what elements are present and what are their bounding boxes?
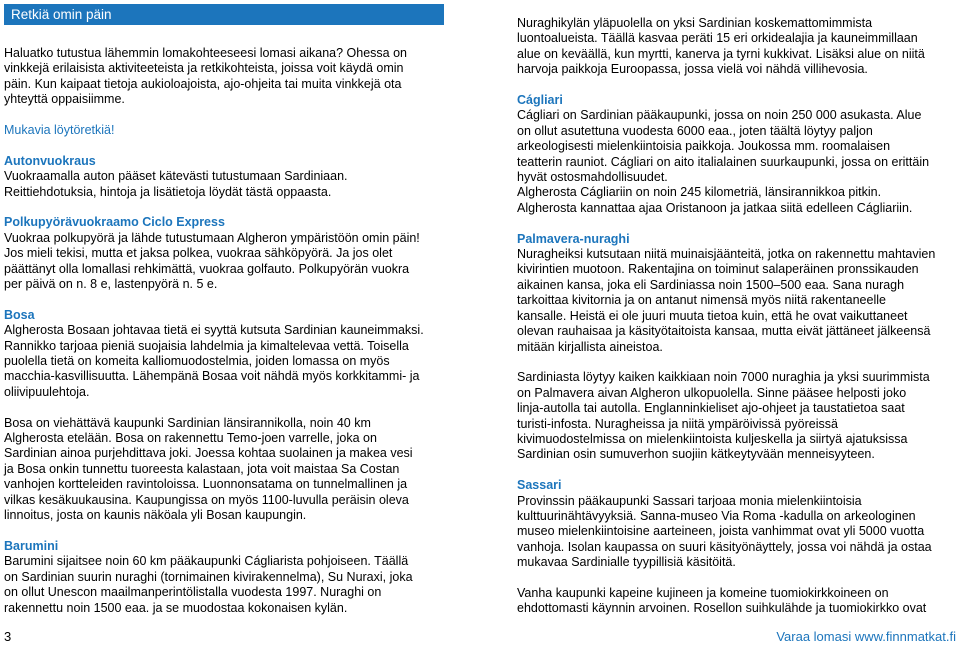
nuraghi-village-text bbox=[517, 16, 957, 78]
text-line: vanhoja. Isolan kaupassa on suuri käsityönäyttely, jossa voi nähdä ja ostaa bbox=[517, 539, 932, 554]
text-line: kivirintien muotoon. Rakentajina on toiminut salaperäinen pronssikauden bbox=[517, 262, 919, 277]
section-banner: Retkiä omin päin bbox=[4, 4, 444, 25]
text-line: olevan rauhaisaa ja käsityötaitoista kansaa, mutta eivät jättäneet jälkeensä bbox=[517, 324, 931, 339]
sassari-text-1 bbox=[517, 494, 957, 571]
text-line: Barumini sijaitsee noin 60 km pääkaupunki Cágliarista pohjoiseen. Täällä bbox=[4, 554, 409, 569]
text-line: Sardinian ainoa purjehdittava joki. Joessa kohtaa suolainen ja makea vesi bbox=[4, 446, 413, 461]
text-line: luontoalueista. Täällä kasvaa peräti 15 eri orkidealajia ja kauneimmillaan bbox=[517, 31, 918, 46]
sassari-text-2 bbox=[517, 586, 957, 617]
bosa-text-1 bbox=[4, 323, 444, 400]
text-line: kivimuodostelmissa on mielenkiintoista kuljeskella ja siirtyä ajatuksissa bbox=[517, 431, 908, 446]
text-line: ehdottomasti käynnin arvoinen. Rosellon suihkulähde ja tuomiokirkko ovat bbox=[517, 601, 927, 616]
text-line: mukavaa Sardinialle tyypillisiä käsitöitä. bbox=[517, 555, 736, 570]
text-line: on ollut asutettuna vuodesta 6000 eaa., joten täältä löytyy paljon bbox=[517, 123, 873, 138]
bike-rental-text bbox=[4, 231, 444, 293]
bosa-heading: Bosa bbox=[4, 307, 35, 322]
car-rental-heading: Autonvuokraus bbox=[4, 153, 96, 168]
text-line: mitään kirjallista aineistoa. bbox=[517, 339, 663, 354]
text-line: Vuokraa polkupyörä ja lähde tutustumaan Algheron ympäristöön omin päin! bbox=[4, 230, 420, 245]
text-line: vinkkejä erilaisista aktiviteeteista ja retkikohteista, joissa voit käydä omin bbox=[4, 61, 404, 76]
text-line: Vuokraamalla auton pääset kätevästi tutustumaan Sardiniaan. bbox=[4, 169, 348, 184]
palmavera-heading: Palmavera-nuraghi bbox=[517, 231, 630, 246]
text-line: Algherosta Bosaan johtavaa tietä ei syyttä kutsuta Sardinian kauneimmaksi. bbox=[4, 323, 424, 338]
text-line: kansalle. Heistä ei ole juuri muuta tietoa kuin, että he ovat vaikuttaneet bbox=[517, 308, 908, 323]
text-line: macchia-kasvillisuutta. Lähempänä Bosaa voit nähdä myös korkkitammi- ja bbox=[4, 369, 420, 384]
bike-rental-heading: Polkupyörävuokraamo Ciclo Express bbox=[4, 215, 225, 230]
text-line: per päivä on n. 8 e, lastenpyörä n. 5 e. bbox=[4, 277, 218, 292]
palmavera-text-2 bbox=[517, 370, 957, 462]
barumini-text bbox=[4, 554, 444, 616]
text-line: Nuragheiksi kutsutaan niitä muinaisjäänteitä, jotka on rakennettu mahtavien bbox=[517, 247, 936, 262]
text-line: linnoitus, josta on kaunis näköala yli Bosan kaupungin. bbox=[4, 508, 307, 523]
text-line: alue on keväällä, kun myrtti, kanerva ja tyrni kukkivat. Lisäksi alue on niitä bbox=[517, 46, 925, 61]
cagliari-text bbox=[517, 108, 957, 216]
text-line: Bosa on viehättävä kaupunki Sardinian länsirannikolla, noin 40 km bbox=[4, 415, 371, 430]
text-line: Cágliari on Sardinian pääkaupunki, jossa on noin 250 000 asukasta. Alue bbox=[517, 108, 922, 123]
text-line: Sardiniasta löytyy kaiken kaikkiaan noin 7000 nuraghia ja yksi suurimmista bbox=[517, 370, 930, 385]
text-line: Algherosta etelään. Bosa on rakennettu Temo-joen varrelle, joka on bbox=[4, 431, 377, 446]
text-line: harvoja paikkoja Euroopassa, jossa vielä voi nähdä villihevosia. bbox=[517, 62, 868, 77]
text-line: päin. Kun kaipaat tietoja aukioloajoista, ajo-ohjeita tai muita vinkkejä ota bbox=[4, 76, 402, 91]
text-line: Jos mieli tekisi, mutta et jaksa polkea, vuokraa sähköpyörä. Ja jos olet bbox=[4, 246, 393, 261]
text-line: Reittiehdotuksia, hintoja ja lisätietoja löydät tästä oppaasta. bbox=[4, 184, 332, 199]
bosa-text-2 bbox=[4, 416, 444, 524]
text-line: linja-autolla tai autolla. Englanninkieliset ajo-ohjeet ja taustatietoa saat bbox=[517, 401, 905, 416]
text-line: tarkoittaa kivitornia ja on antanut nimensä myös niitä rakentaneelle bbox=[517, 293, 886, 308]
text-line: ja Bosa onkin tunnettu tuoreesta kalastaan, jota voit maistaa Sa Costan bbox=[4, 461, 400, 476]
text-line: päättänyt olla lomallasi rehkimättä, vuokraa golfauto. Polkupyörän vuokra bbox=[4, 261, 410, 276]
text-line: arkeologisesti mielenkiintoisia paikkoja. Joukossa mm. roomalaisen bbox=[517, 139, 891, 154]
text-line: vanhojen kortteleiden ravintoloissa. Luonnonsatama on tunnelmallinen ja bbox=[4, 477, 408, 492]
text-line: oliivipuulehtoja. bbox=[4, 384, 90, 399]
text-line: museo mielenkiintoisine aarteineen, joista vanhimmat ovat yli 5000 vuotta bbox=[517, 524, 925, 539]
text-line: rakennettu noin 1500 eaa. ja se muodostaa kokonaisen kylän. bbox=[4, 600, 348, 615]
sassari-heading: Sassari bbox=[517, 478, 562, 493]
tagline: Mukavia löytöretkiä! bbox=[4, 123, 115, 138]
text-line: turisti-infosta. Nuragheissa ja niitä ympäröivissä pyöreissä bbox=[517, 416, 838, 431]
text-line: Haluatko tutustua lähemmin lomakohteeseesi lomasi aikana? Ohessa on bbox=[4, 46, 408, 60]
text-line: vilkas kesäkuukausina. Kaupungissa on myös 1100-luvulla peräisin oleva bbox=[4, 492, 409, 507]
booking-link[interactable]: Varaa lomasi www.finnmatkat.fi bbox=[776, 629, 956, 644]
text-line: kulttuurinähtävyyksiä. Sanna-museo Via Roma -kadulla on arkeologinen bbox=[517, 508, 916, 523]
text-line: Algherosta kannattaa ajaa Oristanoon ja jatkaa siitä edelleen Cágliariin. bbox=[517, 200, 913, 215]
text-line: Nuraghikylän yläpuolella on yksi Sardinian koskemattomimmista bbox=[517, 16, 873, 30]
text-line: hyvät ostosmahdollisuudet. bbox=[517, 170, 668, 185]
text-line: on ollut Unescon maailmanperintölistalla vuodesta 1997. Nuraghi on bbox=[4, 585, 382, 600]
palmavera-text-1 bbox=[517, 247, 957, 355]
text-line: puolella tietä on komeita kalliomuodostelmia, joiden lomassa on myös bbox=[4, 354, 390, 369]
text-line: teatterin rauniot. Cágliari on aito italialainen suurkaupunki, jossa on erittäin bbox=[517, 154, 930, 169]
left-column bbox=[4, 0, 444, 616]
cagliari-heading: Cágliari bbox=[517, 93, 563, 108]
text-line: yhteyttä oppaisiimme. bbox=[4, 92, 125, 107]
text-line: on Sardinian suurin nuraghi (tornimainen kivirakennelma), Su Nuraxi, joka bbox=[4, 569, 413, 584]
text-line: Sardinian osin sumuverhon suojiin kätkeytyvään menneisyyteen. bbox=[517, 447, 875, 462]
page-number: 3 bbox=[4, 629, 12, 644]
intro-paragraph bbox=[4, 46, 444, 108]
car-rental-text bbox=[4, 169, 444, 200]
text-line: on Palmavera aivan Algheron ulkopuolella. Sinne pääsee helposti joko bbox=[517, 385, 907, 400]
text-line: Algherosta Cágliariin on noin 245 kilometriä, länsirannikkoa pitkin. bbox=[517, 185, 882, 200]
text-line: Rannikko tarjoaa pieniä suojaisia lahdelmia ja kimaltelevaa vettä. Toisella bbox=[4, 338, 409, 353]
right-column bbox=[517, 16, 957, 617]
text-line: Provinssin pääkaupunki Sassari tarjoaa monia mielenkiintoisia bbox=[517, 493, 862, 508]
text-line: Vanha kaupunki kapeine kujineen ja komeine tuomiokirkkoineen on bbox=[517, 585, 889, 600]
barumini-heading: Barumini bbox=[4, 538, 59, 553]
text-line: aikainen kansa, joka eli Sardiniassa noin 1500–500 eaa. Sana nuragh bbox=[517, 277, 905, 292]
